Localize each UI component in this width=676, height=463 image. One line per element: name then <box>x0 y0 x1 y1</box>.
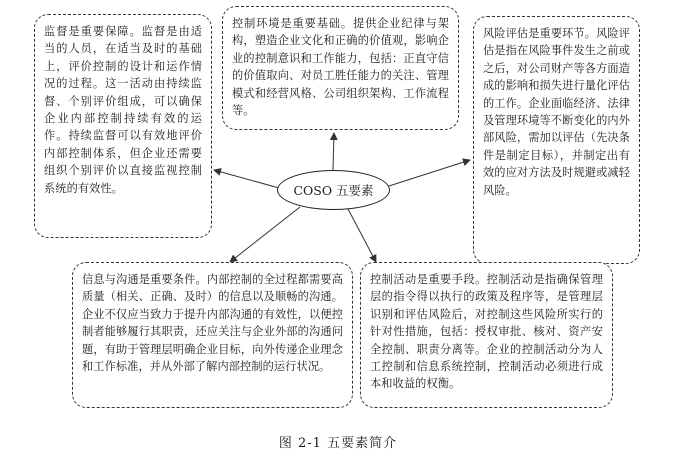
arrow-to-info <box>230 207 300 262</box>
information-communication-box: 信息与沟通是重要条件。内部控制的全过程都需要高质量（相关、正确、及时）的信息以及顺畅的沟通。企业不仅应当致力于提升内部沟通的有效性，以便控制者能够履行其职责，还应关注与企业外部的沟通问题，有助于管理层明确企业目标，向外传递企业理念和工作标准，并从外部了解内部控制的运行状况。 <box>72 262 353 408</box>
center-label: COSO 五要素 <box>293 183 374 198</box>
figure-caption: 图 2-1 五要素简介 <box>278 436 398 451</box>
arrow-to-risk <box>389 160 470 186</box>
control-activities-box: 控制活动是重要手段。控制活动是指确保管理层的指令得以执行的政策及程序等，是管理层识别和评估风险后，对控制这些风险所实行的针对性措施，包括：授权审批、核对、资产安全控制、职责分离等。企业的控制活动分为人工控制和信息系统控制，控制活动必须进行成本和收益的权衡。 <box>360 262 613 408</box>
arrow-to-control <box>348 209 376 262</box>
arrow-to-environment <box>333 133 334 170</box>
center-node <box>277 170 390 210</box>
control-environment-box: 控制环境是重要基础。提供企业纪律与架构，塑造企业文化和正确的价值观，影响企业的控制意识和工作能力，包括：正直守信的价值取向、对员工胜任能力的关注、管理模式和经营风格、公司组织架构、工作流程等。 <box>222 6 459 130</box>
supervision-box: 监督是重要保障。监督是由适当的人员，在适当及时的基础上，评价控制的设计和运作情况的过程。这一活动由持续监督、个别评价组成，可以确保企业内部控制持续有效的运作。持续监督可以有效地评价内部控制体系，但企业还需要组织个别评价以直接监视控制系统的有效性。 <box>34 14 212 238</box>
risk-assessment-box: 风险评估是重要环节。风险评估是指在风险事件发生之前或之后，对公司财产等各方面造成的影响和损失进行量化评估的工作。企业面临经济、法律及管理环境等不断变化的内外部风险，需加以评估（先决条件是制定目标），并制定出有效的应对方法及时规避或减轻风险。 <box>473 16 640 264</box>
arrow-to-supervision <box>214 170 279 188</box>
